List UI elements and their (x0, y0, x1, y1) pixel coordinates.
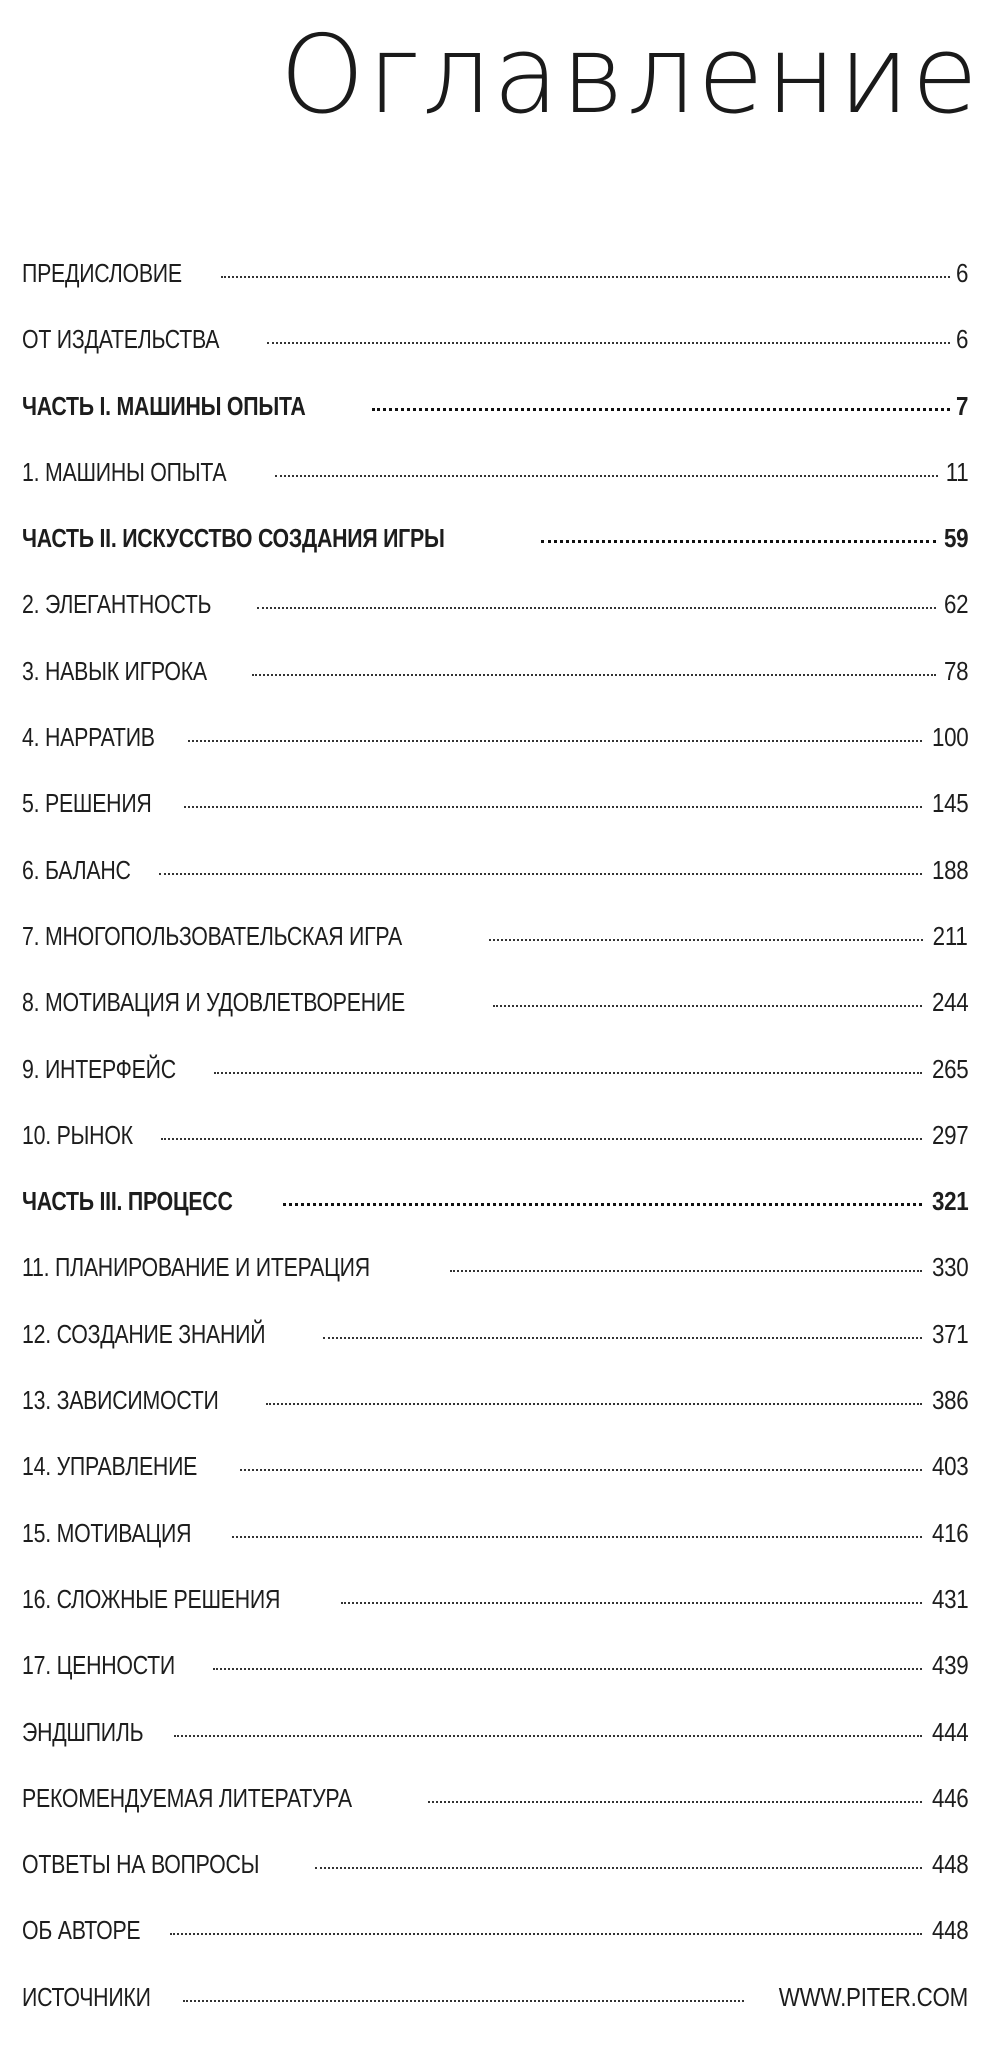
toc-entry-page-number: 439 (931, 1650, 968, 1681)
dot-leader (450, 1270, 921, 1272)
dot-leader (372, 408, 950, 411)
toc-entry[interactable] (22, 1584, 968, 1650)
toc-entry-title: 16. СЛОЖНЫЕ РЕШЕНИЯ (22, 1583, 281, 1614)
toc-entry-title: 3. НАВЫК ИГРОКА (22, 655, 207, 686)
toc-entry-page-number: 448 (931, 1849, 968, 1880)
toc-entry-title: 6. БАЛАНС (22, 854, 131, 885)
toc-entry-title: ЧАСТЬ II. ИСКУССТВО СОЗДАНИЯ ИГРЫ (22, 523, 445, 554)
toc-entry-page-number: 145 (931, 788, 968, 819)
toc-entry-page-number: 448 (931, 1915, 968, 1946)
toc-entry-title: 13. ЗАВИСИМОСТИ (22, 1385, 219, 1416)
toc-entry-title: ПРЕДИСЛОВИЕ (22, 258, 182, 288)
dot-leader (283, 1203, 922, 1206)
toc-entry[interactable] (22, 1518, 968, 1584)
toc-entry[interactable] (22, 921, 968, 987)
dot-leader (214, 1072, 922, 1074)
toc-entry-title: ЭНДШПИЛЬ (22, 1716, 144, 1747)
toc-entry-title: 7. МНОГОПОЛЬЗОВАТЕЛЬСКАЯ ИГРА (22, 920, 402, 951)
toc-entry-page-number: 444 (931, 1716, 968, 1747)
toc-entry-page-number: 321 (931, 1186, 968, 1217)
toc-entry[interactable] (22, 656, 968, 722)
toc-entry[interactable] (22, 788, 968, 854)
toc-entry-page-number: 431 (931, 1583, 968, 1614)
toc-entry[interactable] (22, 722, 968, 788)
toc-entry-title: 15. МОТИВАЦИЯ (22, 1517, 192, 1548)
toc-entry[interactable] (22, 1252, 968, 1318)
toc-entry[interactable] (22, 1120, 968, 1186)
toc-entry-page-number: 7 (955, 390, 968, 421)
dot-leader (183, 2000, 744, 2002)
toc-entry[interactable] (22, 1915, 968, 1981)
dot-leader (221, 276, 950, 278)
toc-entry-page-number: 6 (955, 258, 968, 288)
dot-leader (267, 342, 950, 344)
toc-part-entry[interactable] (22, 391, 968, 457)
toc-entry[interactable] (22, 987, 968, 1053)
toc-entry-title: 4. НАРРАТИВ (22, 722, 155, 753)
dot-leader (161, 1138, 921, 1140)
dot-leader (252, 674, 936, 676)
dot-leader (541, 540, 935, 543)
toc-entry-page-number: 78 (943, 655, 968, 686)
toc-entry-page-number: 416 (931, 1517, 968, 1548)
toc-entry-page-number: 386 (931, 1385, 968, 1416)
toc-entry-title: ОБ АВТОРЕ (22, 1915, 141, 1946)
toc-entry-page-number: 244 (931, 987, 968, 1018)
toc-entry-title: ОТВЕТЫ НА ВОПРОСЫ (22, 1849, 260, 1880)
toc-entry-title: 12. СОЗДАНИЕ ЗНАНИЙ (22, 1318, 266, 1349)
toc-entry-title: 1. МАШИНЫ ОПЫТА (22, 456, 227, 487)
page-title: Оглавление (279, 13, 980, 138)
toc-entry[interactable] (22, 1849, 968, 1915)
toc-entry-title: 14. УПРАВЛЕНИЕ (22, 1451, 198, 1482)
toc-entry-title: ОТ ИЗДАТЕЛЬСТВА (22, 324, 220, 355)
toc-entry-title: 9. ИНТЕРФЕЙС (22, 1053, 176, 1084)
toc-entry[interactable] (22, 457, 968, 523)
toc-entry[interactable] (22, 855, 968, 921)
toc-entry[interactable] (22, 1982, 968, 2048)
dot-leader (159, 873, 922, 875)
toc-entry-title: 2. ЭЛЕГАНТНОСТЬ (22, 589, 212, 620)
toc-entry[interactable] (22, 324, 968, 390)
toc-entry-page-number: 446 (931, 1782, 968, 1813)
dot-leader (170, 1933, 921, 1935)
toc-entry-title: ЧАСТЬ I. МАШИНЫ ОПЫТА (22, 390, 306, 421)
dot-leader (266, 1403, 922, 1405)
toc-entry-title: 5. РЕШЕНИЯ (22, 788, 152, 819)
dot-leader (493, 1005, 921, 1007)
toc-entry[interactable] (22, 1650, 968, 1716)
dot-leader (240, 1469, 922, 1471)
toc-entry[interactable] (22, 589, 968, 655)
toc-entry-page-number: 211 (933, 920, 968, 951)
toc-entry-page-number: 11 (945, 456, 968, 487)
toc-entry-page-number: 330 (931, 1252, 968, 1283)
dot-leader (257, 607, 936, 609)
toc-entry-page-number: WWW.PITER.COM (778, 1981, 968, 2012)
dot-leader (341, 1602, 922, 1604)
dot-leader (188, 740, 922, 742)
dot-leader (315, 1867, 921, 1869)
dot-leader (174, 1735, 922, 1737)
toc-part-entry[interactable] (22, 523, 968, 589)
toc-entry-title: 8. МОТИВАЦИЯ И УДОВЛЕТВОРЕНИЕ (22, 987, 405, 1018)
toc-entry-page-number: 403 (931, 1451, 968, 1482)
toc-entry-page-number: 62 (943, 589, 968, 620)
toc-entry-title: 11. ПЛАНИРОВАНИЕ И ИТЕРАЦИЯ (22, 1252, 370, 1283)
toc-entry[interactable] (22, 1054, 968, 1120)
dot-leader (275, 475, 937, 477)
table-of-contents (22, 258, 968, 2048)
toc-entry[interactable] (22, 1385, 968, 1451)
toc-entry-page-number: 100 (931, 722, 968, 753)
toc-part-entry[interactable] (22, 1186, 968, 1252)
dot-leader (323, 1337, 922, 1339)
toc-entry-page-number: 6 (955, 324, 968, 355)
toc-entry[interactable] (22, 1451, 968, 1517)
toc-entry-title: 17. ЦЕННОСТИ (22, 1650, 176, 1681)
toc-entry-page-number: 265 (931, 1053, 968, 1084)
toc-entry[interactable] (22, 258, 968, 324)
toc-entry-title: РЕКОМЕНДУЕМАЯ ЛИТЕРАТУРА (22, 1782, 352, 1813)
dot-leader (184, 806, 922, 808)
toc-entry-page-number: 297 (931, 1119, 968, 1150)
toc-entry-title: ЧАСТЬ III. ПРОЦЕСС (22, 1186, 233, 1217)
toc-entry-page-number: 371 (931, 1318, 968, 1349)
toc-entry-title: ИСТОЧНИКИ (22, 1981, 151, 2012)
toc-entry-page-number: 188 (931, 854, 968, 885)
toc-entry[interactable] (22, 1783, 968, 1849)
dot-leader (232, 1536, 921, 1538)
toc-entry-page-number: 59 (943, 523, 968, 554)
dot-leader (213, 1668, 922, 1670)
toc-entry[interactable] (22, 1319, 968, 1385)
dot-leader (489, 939, 923, 941)
toc-entry-title: 10. РЫНОК (22, 1119, 133, 1150)
dot-leader (428, 1801, 921, 1803)
toc-entry[interactable] (22, 1717, 968, 1783)
